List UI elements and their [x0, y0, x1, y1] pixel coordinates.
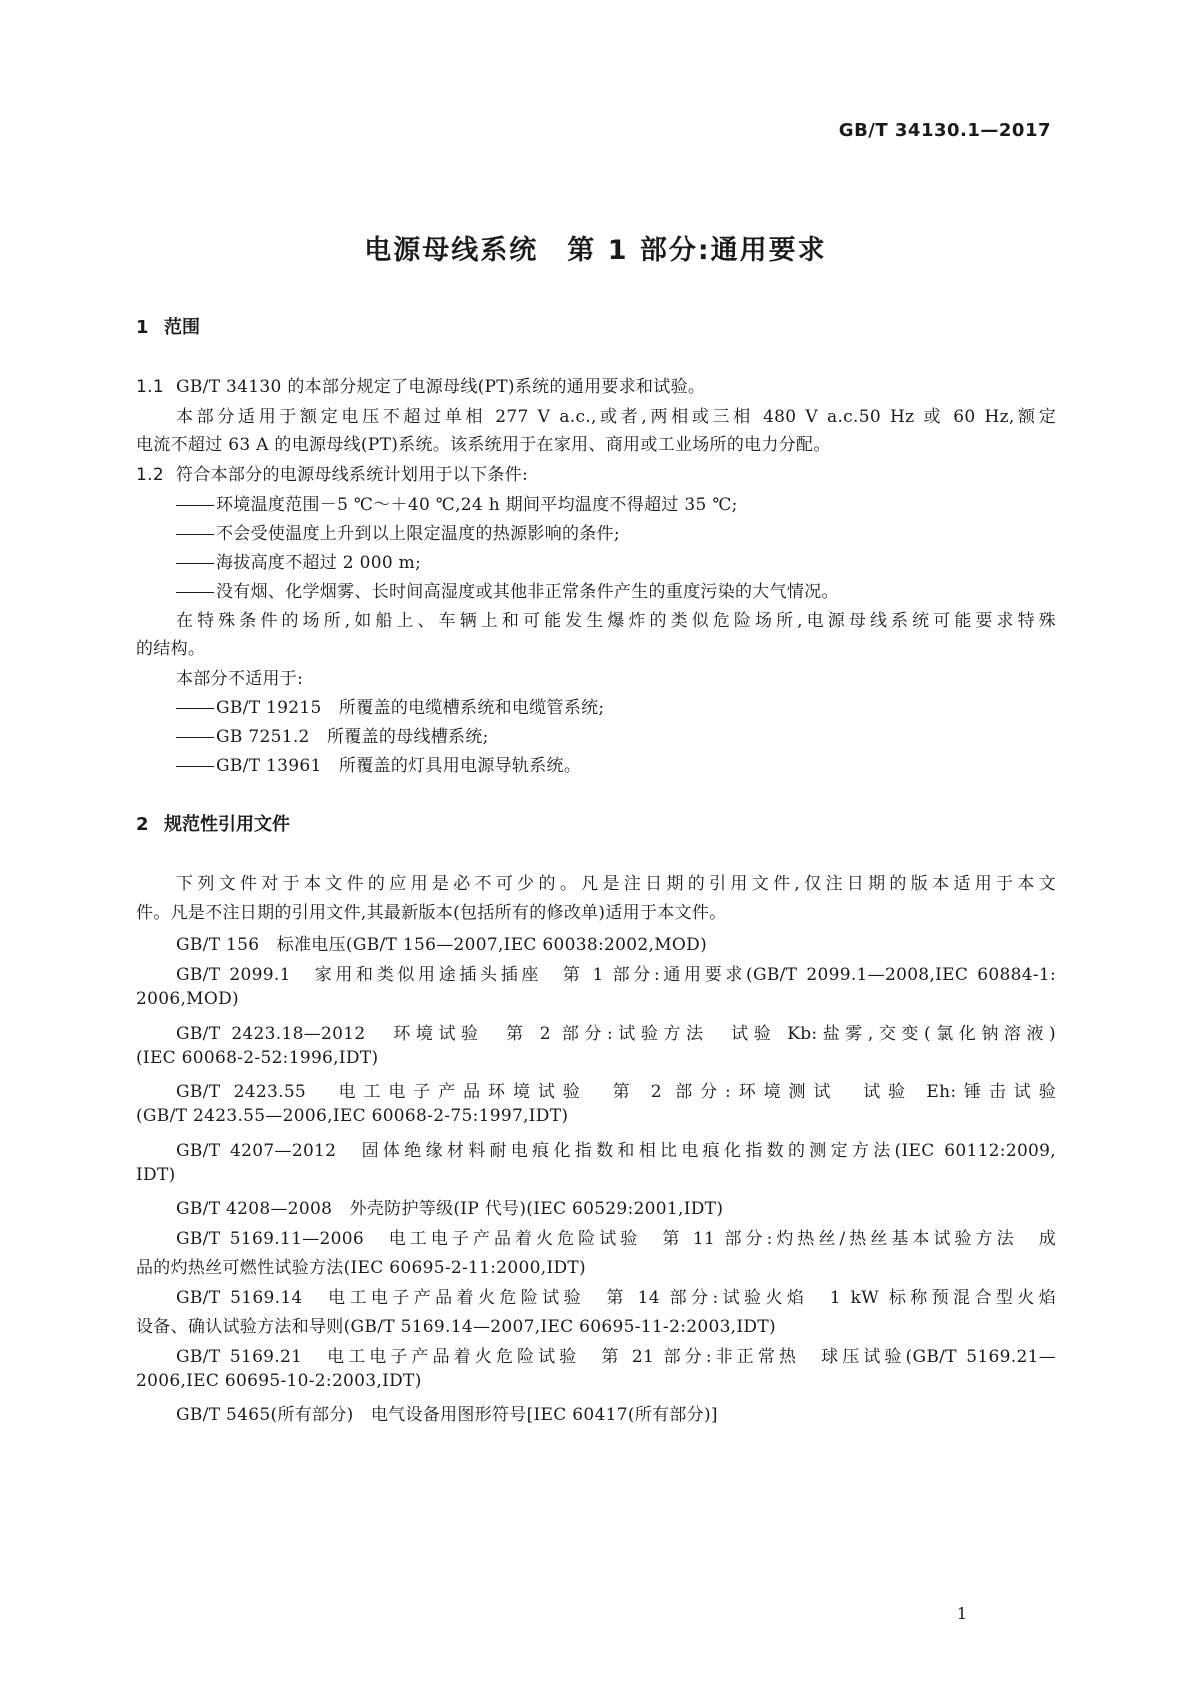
reference-entry: GB/T 5169.21 电工电子产品着火危险试验 第 21 部分:非正常热 球压试验(GB/T 5169.21— — [176, 1347, 1056, 1367]
list-item: 环境温度范围－5 ℃～＋40 ℃,24 h 期间平均温度不得超过 35 ℃; — [176, 490, 738, 515]
document-title: 电源母线系统 第 1 部分:通用要求 — [364, 235, 827, 266]
reference-entry: GB/T 5169.14 电工电子产品着火危险试验 第 14 部分:试验火焰 1 kW 标称预混合型火焰 — [176, 1288, 1056, 1308]
paragraph-line: 件。凡是不注日期的引用文件,其最新版本(包括所有的修改单)适用于本文件。 — [136, 903, 727, 923]
paragraph-line: 本部分适用于额定电压不超过单相 277 V a.c.,或者,两相或三相 480 V a.c.50 Hz 或 60 Hz,额定 — [176, 407, 1056, 427]
clause-1-1 — [136, 372, 705, 397]
paragraph-line: 电流不超过 63 A 的电源母线(PT)系统。该系统用于在家用、商用或工业场所的电力分配。 — [136, 435, 831, 455]
paragraph-line: 在特殊条件的场所,如船上、车辆上和可能发生爆炸的类似危险场所,电源母线系统可能要求特殊 — [176, 611, 1056, 631]
reference-entry-cont: 品的灼热丝可燃性试验方法(IEC 60695-2-11:2000,IDT) — [136, 1258, 586, 1278]
clause-text: GB/T 34130 的本部分规定了电源母线(PT)系统的通用要求和试验。 — [176, 377, 706, 397]
reference-entry: GB/T 4208—2008 外壳防护等级(IP 代号)(IEC 60529:2001,IDT) — [176, 1199, 724, 1219]
list-item: GB 7251.2 所覆盖的母线槽系统; — [176, 722, 489, 747]
list-item: GB/T 19215 所覆盖的电缆槽系统和电缆管系统; — [176, 693, 604, 718]
dash-marker — [176, 766, 214, 767]
reference-entry: GB/T 5169.11—2006 电工电子产品着火危险试验 第 11 部分:灼热丝/热丝基本试验方法 成 — [176, 1229, 1056, 1249]
reference-entry-cont: IDT) — [136, 1165, 176, 1185]
dash-marker — [176, 534, 214, 535]
reference-entry-cont: 2006,IEC 60695-10-2:2003,IDT) — [136, 1371, 422, 1391]
section-1-heading — [136, 313, 200, 339]
page-number: 1 — [956, 1604, 967, 1623]
dash-marker — [176, 708, 214, 709]
section-number: 1 — [136, 317, 149, 338]
clause-1-2 — [136, 460, 528, 485]
section-title: 规范性引用文件 — [164, 814, 290, 835]
reference-entry-cont: (GB/T 2423.55—2006,IEC 60068-2-75:1997,IDT) — [136, 1106, 569, 1126]
clause-text: 符合本部分的电源母线系统计划用于以下条件: — [176, 465, 529, 485]
paragraph-line: 下列文件对于本文件的应用是必不可少的。凡是注日期的引用文件,仅注日期的版本适用于本文 — [176, 874, 1056, 894]
dash-marker — [176, 737, 214, 738]
standard-number: GB/T 34130.1—2017 — [838, 120, 1051, 141]
section-number: 2 — [136, 814, 149, 835]
section-title: 范围 — [164, 317, 200, 338]
list-item: 没有烟、化学烟雾、长时间高湿度或其他非正常条件产生的重度污染的大气情况。 — [176, 577, 839, 602]
paragraph-line: 本部分不适用于: — [176, 669, 304, 689]
dash-marker — [176, 592, 214, 593]
reference-entry-cont: (IEC 60068-2-52:1996,IDT) — [136, 1048, 379, 1068]
reference-entry-cont: 2006,MOD) — [136, 989, 239, 1009]
reference-entry: GB/T 5465(所有部分) 电气设备用图形符号[IEC 60417(所有部分)] — [176, 1405, 718, 1425]
reference-entry-cont: 设备、确认试验方法和导则(GB/T 5169.14—2007,IEC 60695-11-2:2003,IDT) — [136, 1317, 776, 1337]
reference-entry: GB/T 2099.1 家用和类似用途插头插座 第 1 部分:通用要求(GB/T 2099.1—2008,IEC 60884-1: — [176, 965, 1056, 985]
clause-number: 1.1 — [136, 377, 164, 397]
list-item: GB/T 13961 所覆盖的灯具用电源导轨系统。 — [176, 751, 581, 776]
reference-entry: GB/T 2423.18—2012 环境试验 第 2 部分:试验方法 试验 Kb:盐雾,交变(氯化钠溶液) — [176, 1024, 1056, 1044]
section-2-heading — [136, 810, 290, 836]
list-item: 不会受使温度上升到以上限定温度的热源影响的条件; — [176, 519, 620, 544]
list-item: 海拔高度不超过 2 000 m; — [176, 548, 421, 573]
dash-marker — [176, 563, 214, 564]
reference-entry: GB/T 156 标准电压(GB/T 156—2007,IEC 60038:2002,MOD) — [176, 935, 707, 955]
reference-entry: GB/T 4207—2012 固体绝缘材料耐电痕化指数和相比电痕化指数的测定方法(IEC 60112:2009, — [176, 1141, 1056, 1161]
reference-entry: GB/T 2423.55 电工电子产品环境试验 第 2 部分:环境测试 试验 Eh:锤击试验 — [176, 1082, 1056, 1102]
clause-number: 1.2 — [136, 465, 164, 485]
paragraph-line: 的结构。 — [136, 639, 206, 659]
dash-marker — [176, 505, 214, 506]
